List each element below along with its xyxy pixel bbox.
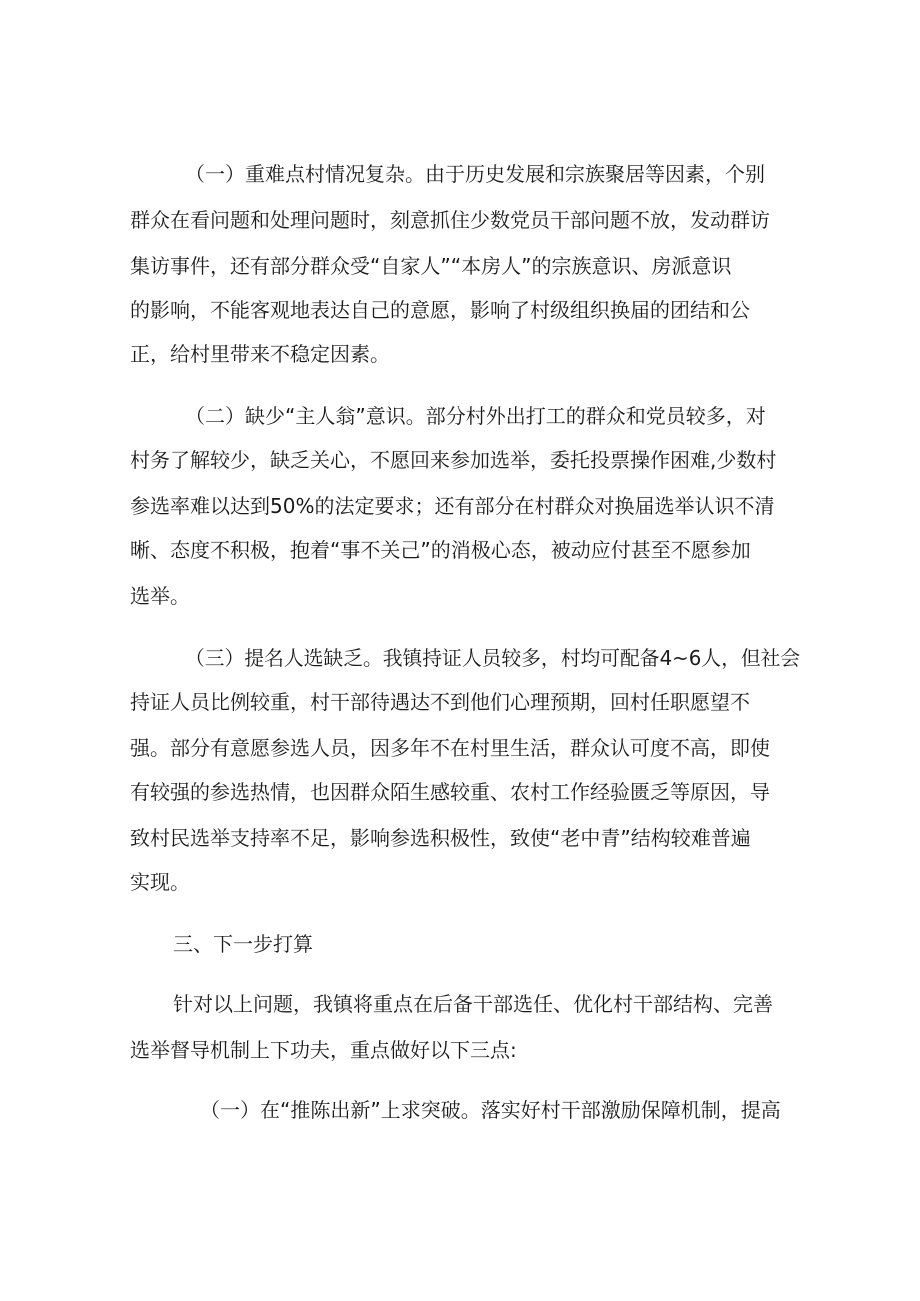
text-line: 正，给村里带来不稳定因素。 <box>130 342 390 366</box>
text-line: 群众在看问题和处理问题时，刻意抓住少数党员干部问题不放，发动群访 <box>130 208 770 232</box>
text-line: （三）提名人选缺乏。我镇持证人员较多，村均可配备4~6人，但社会 <box>185 646 801 670</box>
text-line: 集访事件，还有部分群众受“自家人”“本房人”的宗族意识、房派意识 <box>130 254 732 278</box>
text-line: 选举督导机制上下功夫，重点做好以下三点: <box>130 1038 517 1062</box>
text-line: 实现。 <box>130 870 190 894</box>
text-line: 村务了解较少，缺乏关心，不愿回来参加选举，委托投票操作困难,少数村 <box>130 448 777 472</box>
text-line: （二）缺少“主人翁”意识。部分村外出打工的群众和党员较多，对 <box>185 404 766 428</box>
text-line: （一）在“推陈出新”上求突破。落实好村干部激励保障机制，提高 <box>200 1098 781 1122</box>
text-line: 针对以上问题，我镇将重点在后备干部选任、优化村干部结构、完善 <box>173 992 773 1016</box>
text-line: （一）重难点村情况复杂。由于历史发展和宗族聚居等因素，个别 <box>185 162 765 186</box>
section-heading: 三、下一步打算 <box>173 932 313 956</box>
text-line: 参选率难以达到50%的法定要求；还有部分在村群众对换届选举认识不清 <box>130 494 775 518</box>
text-line: 持证人员比例较重，村干部待遇达不到他们心理预期，回村任职愿望不 <box>130 690 750 714</box>
text-line: 晰、态度不积极，抱着“事不关己”的消极心态，被动应付甚至不愿参加 <box>130 538 751 562</box>
text-line: 有较强的参选热情，也因群众陌生感较重、农村工作经验匮乏等原因，导 <box>130 780 770 804</box>
text-line: 选举。 <box>130 584 190 608</box>
text-line: 强。部分有意愿参选人员，因多年不在村里生活，群众认可度不高，即使 <box>130 736 770 760</box>
text-line: 致村民选举支持率不足，影响参选积极性，致使“老中青”结构较难普遍 <box>130 826 751 850</box>
text-line: 的影响，不能客观地表达自己的意愿，影响了村级组织换届的团结和公 <box>130 298 750 322</box>
